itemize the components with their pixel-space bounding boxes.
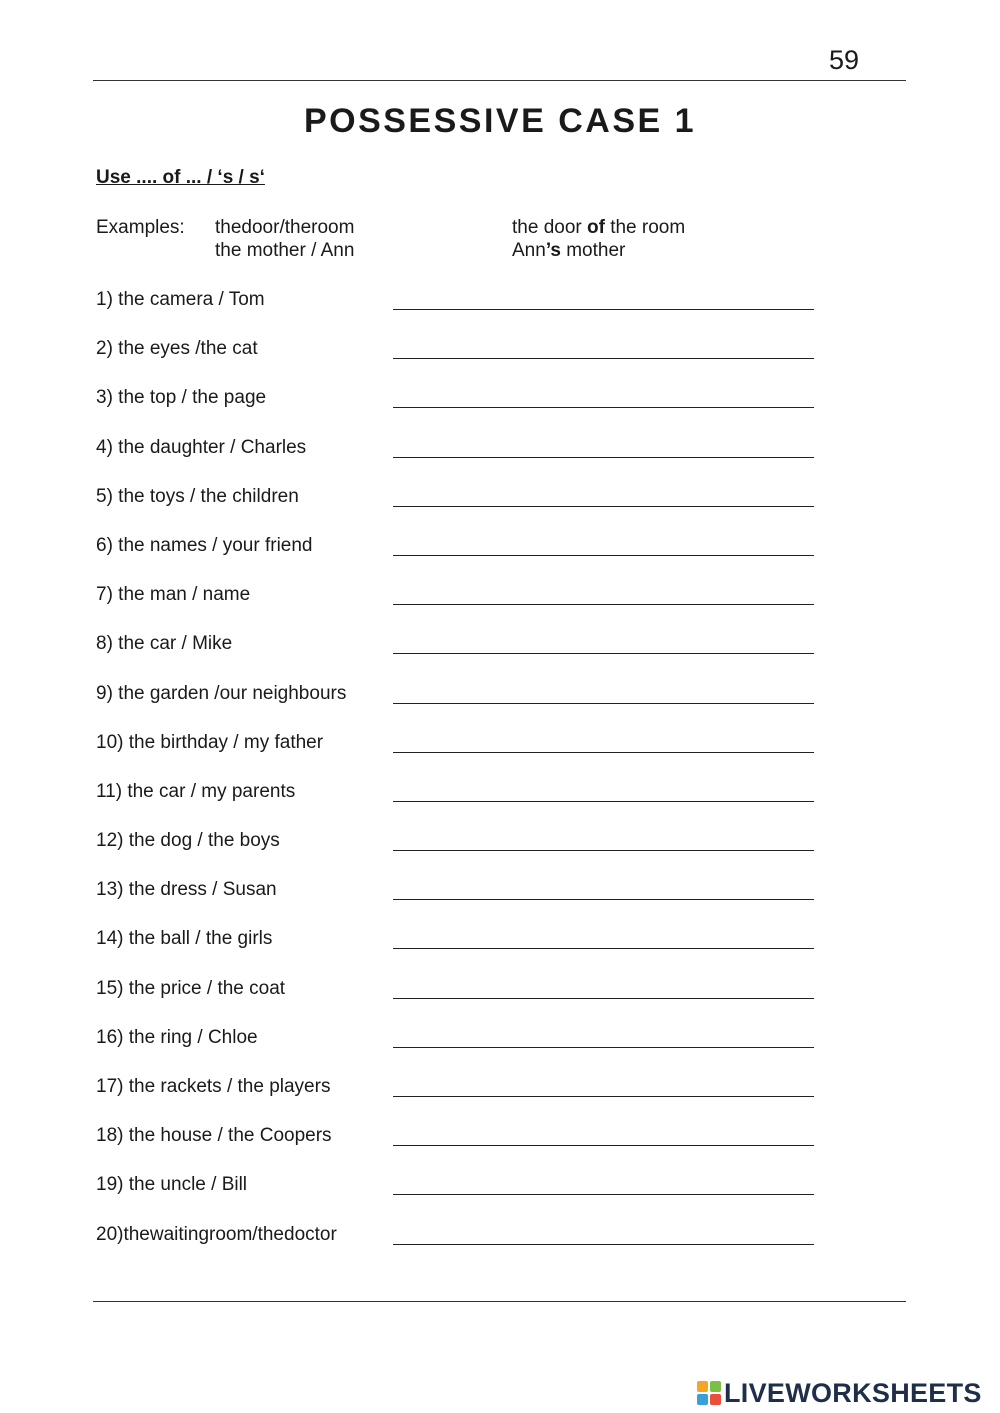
- example-answer-1-bold: of: [587, 217, 605, 238]
- example-answer-1-after: the room: [604, 217, 686, 238]
- exercise-prompt: 17) the rackets / the players: [96, 1076, 331, 1097]
- example-answer-1-before: the door: [512, 217, 587, 238]
- exercise-prompt: 6) the names / your friend: [96, 534, 313, 556]
- answer-input[interactable]: [393, 801, 814, 802]
- example-answer-2-bold: ’s: [545, 240, 561, 261]
- answer-input[interactable]: [393, 1096, 814, 1097]
- exercise-item: [96, 1124, 816, 1173]
- exercise-prompt: 3) the top / the page: [96, 387, 267, 409]
- exercise-item: [96, 632, 816, 681]
- exercise-list: [96, 288, 816, 1272]
- instruction: Use .... of ... / ‘s / s‘: [96, 167, 265, 188]
- example-answer-2-after: mother: [560, 240, 626, 261]
- liveworksheets-brand: [697, 1375, 982, 1411]
- answer-input[interactable]: [393, 555, 814, 556]
- answer-input[interactable]: [393, 899, 814, 900]
- footer-divider: [93, 1301, 906, 1302]
- exercise-prompt: 18) the house / the Coopers: [96, 1125, 332, 1147]
- exercise-item: [96, 485, 816, 534]
- exercise-prompt: 5) the toys / the children: [96, 485, 299, 507]
- page-number: 59: [829, 45, 860, 75]
- exercise-prompt: 13) the dress / Susan: [96, 879, 277, 901]
- exercise-item: [96, 1223, 816, 1272]
- exercise-prompt: 19) the uncle / Bill: [96, 1174, 248, 1196]
- exercise-item: [96, 386, 816, 435]
- examples-label: Examples:: [96, 217, 185, 238]
- answer-input[interactable]: [393, 604, 814, 605]
- answer-input[interactable]: [393, 1145, 814, 1146]
- example-answer-1: [512, 216, 685, 239]
- header-divider: [93, 80, 906, 81]
- answer-input[interactable]: [393, 1047, 814, 1048]
- exercise-item: [96, 583, 816, 632]
- liveworksheets-logo-icon: [697, 1381, 721, 1405]
- exercise-prompt: 9) the garden /our neighbours: [96, 682, 347, 704]
- exercise-item: [96, 780, 816, 829]
- answer-input[interactable]: [393, 850, 814, 851]
- answer-input[interactable]: [393, 998, 814, 999]
- exercise-prompt: 7) the man / name: [96, 584, 251, 606]
- answer-input[interactable]: [393, 457, 814, 458]
- exercise-prompt: 4) the daughter / Charles: [96, 436, 307, 458]
- exercise-item: [96, 927, 816, 976]
- exercise-item: [96, 682, 816, 731]
- answer-input[interactable]: [393, 653, 814, 654]
- answer-input[interactable]: [393, 948, 814, 949]
- exercise-item: [96, 1173, 816, 1222]
- exercise-prompt: 15) the price / the coat: [96, 977, 286, 999]
- exercise-prompt: 11) the car / my parents: [96, 780, 296, 802]
- exercise-prompt: 12) the dog / the boys: [96, 830, 280, 852]
- example-prompt-2: the mother / Ann: [215, 240, 355, 261]
- answer-input[interactable]: [393, 309, 814, 310]
- exercise-item: [96, 977, 816, 1026]
- exercise-item: [96, 878, 816, 927]
- exercise-prompt: 20)thewaitingroom/thedoctor: [96, 1223, 337, 1245]
- answer-input[interactable]: [393, 703, 814, 704]
- example-prompt-1: thedoor/theroom: [215, 217, 355, 238]
- example-answer-2: [512, 239, 625, 262]
- exercise-item: [96, 288, 816, 337]
- answer-input[interactable]: [393, 407, 814, 408]
- exercise-prompt: 2) the eyes /the cat: [96, 338, 258, 360]
- exercise-prompt: 10) the birthday / my father: [96, 731, 324, 753]
- exercise-item: [96, 731, 816, 780]
- exercise-item: [96, 337, 816, 386]
- exercise-prompt: 16) the ring / Chloe: [96, 1026, 258, 1048]
- exercise-prompt: 14) the ball / the girls: [96, 928, 273, 950]
- exercise-prompt: 1) the camera / Tom: [96, 289, 265, 310]
- answer-input[interactable]: [393, 1194, 814, 1195]
- exercise-item: [96, 829, 816, 878]
- answer-input[interactable]: [393, 1244, 814, 1245]
- answer-input[interactable]: [393, 358, 814, 359]
- answer-input[interactable]: [393, 752, 814, 753]
- exercise-item: [96, 436, 816, 485]
- answer-input[interactable]: [393, 506, 814, 507]
- example-answer-2-before: Ann: [512, 240, 546, 261]
- brand-text: LIVEWORKSHEETS: [724, 1378, 982, 1408]
- exercise-prompt: 8) the car / Mike: [96, 633, 233, 655]
- exercise-item: [96, 1026, 816, 1075]
- exercise-item: [96, 1075, 816, 1124]
- exercise-item: [96, 534, 816, 583]
- page-title: POSSESSIVE CASE 1: [303, 102, 697, 140]
